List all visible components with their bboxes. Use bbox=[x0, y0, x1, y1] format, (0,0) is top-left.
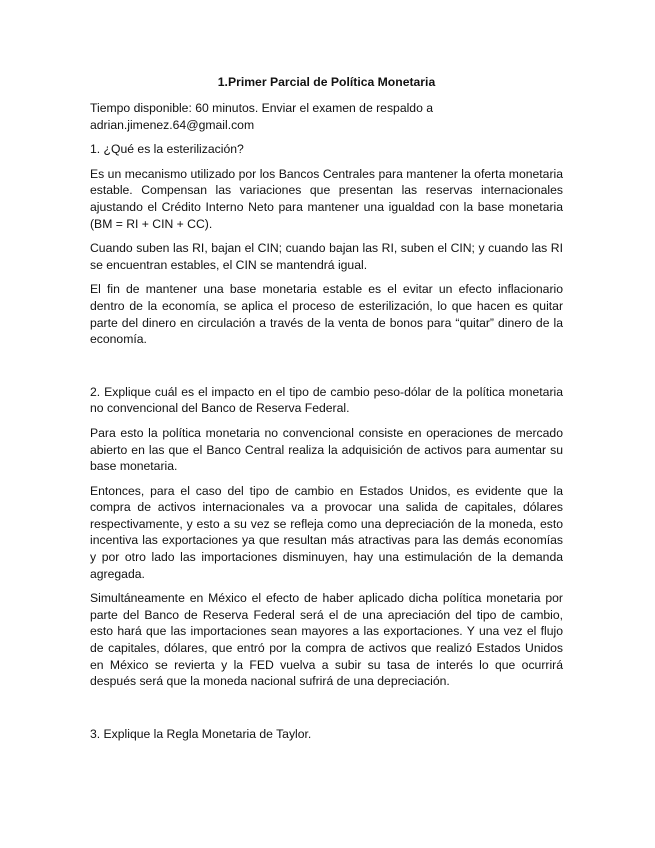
answer-1-paragraph-1: Es un mecanismo utilizado por los Bancos Centrales para mantener la oferta monetaria estable. Compensan las variaciones que presentan las reservas internacionales ajustando el Crédito Interno Neto para mantener una igualdad con la base monetaria (BM = RI + CIN + CC). bbox=[90, 166, 563, 231]
question-2: 2. Explique cuál es el impacto en el tipo de cambio peso-dólar de la política monetaria no convencional del Banco de Reserva Federal. bbox=[90, 384, 563, 416]
exam-instructions: Tiempo disponible: 60 minutos. Enviar el examen de respaldo a adrian.jimenez.64@gmail.com bbox=[90, 101, 434, 132]
document-page bbox=[90, 74, 563, 742]
question-1: 1. ¿Qué es la esterilización? bbox=[90, 142, 244, 157]
answer-1-paragraph-2: Cuando suben las RI, bajan el CIN; cuando bajan las RI, suben el CIN; y cuando las RI se encuentran estables, el CIN se mantendrá igual. bbox=[90, 241, 563, 272]
answer-2-paragraph-2: Entonces, para el caso del tipo de cambio en Estados Unidos, es evidente que la compra de activos internacionales va a provocar una salida de capitales, dólares respectivamente, y esto a su vez se refleja como una depreciación de la moneda, esto incentiva las exportaciones ya que resultan más atractivas para las demás economías y por otro lado las importaciones disminuyen, hay una estimulación de la demanda agregada. bbox=[90, 483, 563, 581]
answer-2-paragraph-3: Simultáneamente en México el efecto de haber aplicado dicha política monetaria por parte del Banco de Reserva Federal será el de una apreciación del tipo de cambio, esto hará que las importaciones sean mayores a las exportaciones. Y una vez el flujo de capitales, dólares, que entró por la compra de activos que realizó Estados Unidos en México se revierta y la FED vuelva a subir su tasa de interés lo que ocurrirá después será que la moneda nacional sufrirá de una depreciación. bbox=[90, 591, 563, 689]
answer-1-paragraph-3: El fin de mantener una base monetaria estable es el evitar un efecto inflacionario dentro de la economía, se aplica el proceso de esterilización, lo que hacen es quitar parte del dinero en circulación a través de la venta de bonos para “quitar” dinero de la economía. bbox=[90, 282, 563, 347]
answer-2-paragraph-1: Para esto la política monetaria no convencional consiste en operaciones de mercado abierto en las que el Banco Central realiza la adquisición de activos para aumentar su base monetaria. bbox=[90, 425, 563, 474]
question-3: 3. Explique la Regla Monetaria de Taylor. bbox=[90, 726, 312, 741]
document-title: 1.Primer Parcial de Política Monetaria bbox=[217, 75, 436, 89]
